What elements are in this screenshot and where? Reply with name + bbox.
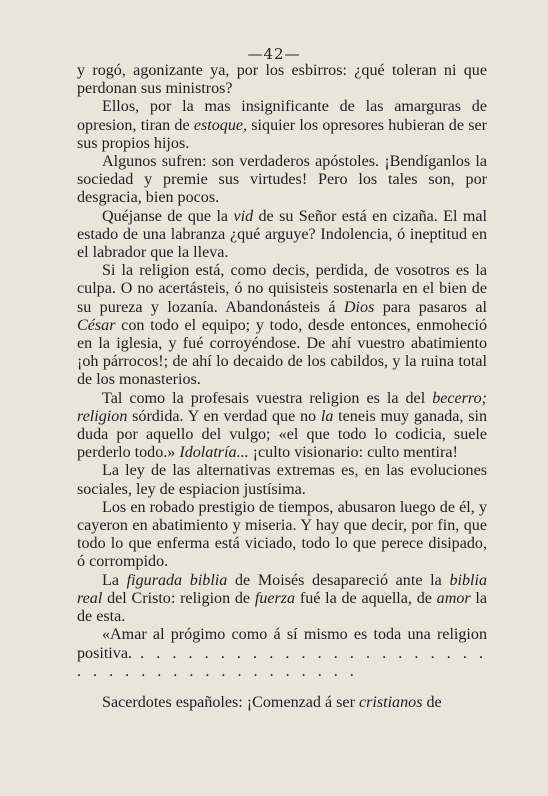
text-run: con todo el equipo; y todo, desde entonces, enmoheció en la iglesia, y fué corroyéndose. De ahí vuestro abatimiento ¡oh párrocos!; de ahí lo decaido de los cabildos, y la ruina total de los monasterios. (77, 316, 487, 389)
page-number: —42— (247, 45, 301, 63)
text-run: del Cristo: religion de (102, 589, 255, 607)
text-run: para pasaros al (374, 298, 487, 316)
text-run: Los en robado prestigio de tiempos, abusaron luego de él, y cayeron en abatimiento y miseria. Y hay que decir, por fin, que todo lo que enferma está viciado, todo lo que perece disipado, ó corrompido. (77, 498, 487, 571)
italic-text: amor (436, 589, 471, 607)
body-text (77, 62, 487, 712)
text-run: La ley de las alternativas extremas es, en las evoluciones sociales, ley de espiacion justísima. (77, 462, 487, 498)
paragraph (77, 153, 487, 208)
paragraph (77, 694, 487, 712)
text-run: ¡culto visionario: culto mentira! (248, 444, 458, 462)
italic-text: la (320, 407, 334, 425)
ellipsis-dots: . . . . . . . . . . . . . . . . . . . . . . . . . . . . . . . . . . . . . . . . (77, 644, 487, 680)
paragraph (77, 98, 487, 153)
text-run: siquier los opresores hubieran de ser sus propios hijos. (77, 116, 488, 152)
paragraph (77, 626, 487, 681)
text-run: Quéjanse de que la (102, 207, 234, 225)
italic-text: estoque, (193, 116, 248, 134)
text-run: de (422, 693, 442, 711)
text-run: la de esta. (77, 589, 488, 626)
paragraph-gap (77, 681, 487, 694)
text-run: sórdida. Y en verdad que no (127, 407, 321, 425)
paragraph (77, 390, 487, 463)
paragraph (77, 208, 487, 263)
text-run: Ellos, por la mas insignificante de las amarguras de opresion, tiran de (77, 98, 487, 134)
italic-text: figurada biblia (126, 571, 228, 589)
italic-text: fuerza (254, 589, 296, 607)
italic-text: cristianos (358, 693, 423, 711)
italic-text: Idolatría... (179, 444, 249, 462)
text-run: Algunos sufren: son verdaderos apóstoles. ¡Bendíganlos la sociedad y premie sus virtudes! Pero los tales son, por desgracia, bien pocos. (77, 153, 487, 207)
paragraph (77, 572, 487, 627)
italic-text: vid (233, 207, 254, 225)
italic-text: Dios (343, 298, 375, 316)
paragraph (77, 62, 487, 98)
italic-text: biblia real (77, 571, 487, 607)
text-run: Tal como la profesais vuestra religion es la del (102, 389, 433, 407)
paragraph (77, 262, 487, 389)
text-run: de su Señor está en cizaña. El mal estado de una labranza ¿qué arguye? Indolencia, ó ineptitud en el labrador que la lleva. (77, 207, 487, 262)
text-run: y rogó, agonizante ya, por los esbirros: ¿qué toleran ni que perdonan sus ministros? (77, 62, 487, 98)
text-run: teneis muy ganada, sin duda por aquello del vulgo; «el que todo lo codicia, suele perderlo todo.» (77, 407, 487, 462)
text-run: Sacerdotes españoles: ¡Comenzad á ser (102, 693, 359, 711)
text-run: fué la de aquella, de (295, 589, 437, 607)
italic-text: becerro; religion (77, 389, 487, 425)
text-run: «Amar al prógimo como á sí mismo es toda una religion positiva. (77, 626, 487, 662)
italic-text: César (77, 316, 116, 334)
text-run: de Moisés desapareció ante la (227, 571, 450, 589)
text-run: La (102, 571, 127, 589)
text-run: Si la religion está, como decis, perdida, de vosotros es la culpa. O no acertásteis, ó no quisisteis sostenarla en el bien de su pureza y lozanía. Abandonásteis á (77, 262, 487, 316)
paragraph (77, 499, 487, 572)
paragraph (77, 462, 487, 498)
